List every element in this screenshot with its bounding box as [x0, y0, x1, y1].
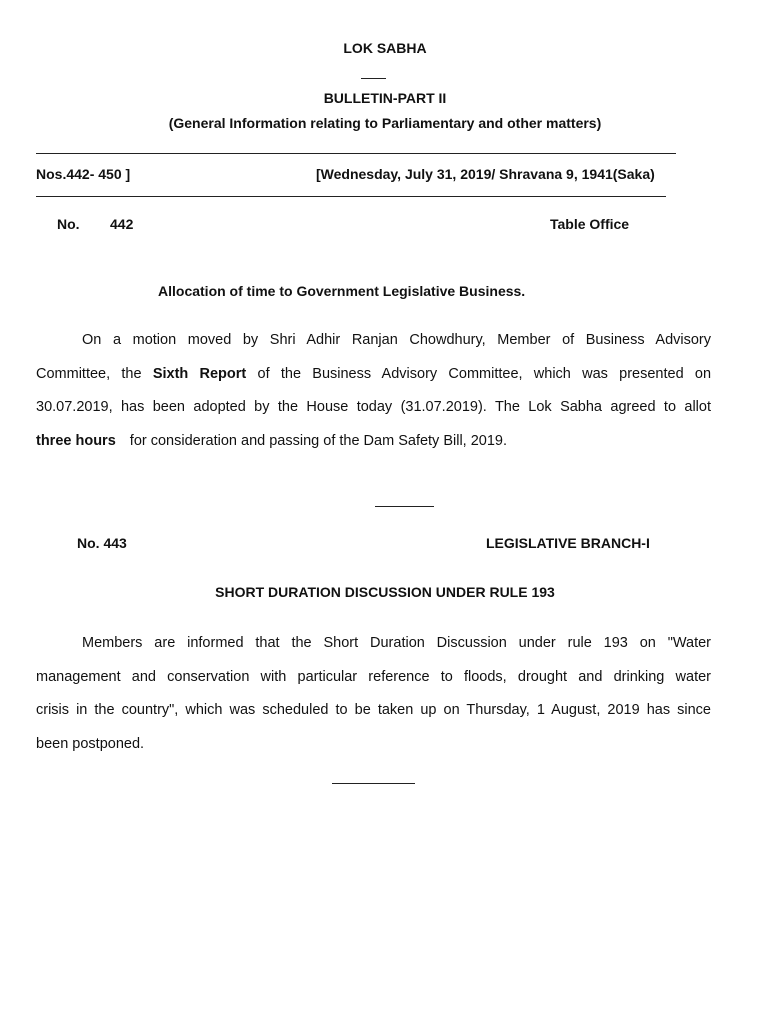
item-442-line-2	[36, 358, 711, 392]
house-title: LOK SABHA	[343, 40, 427, 56]
item-442-no-value: 442	[110, 216, 134, 232]
item-442-line-3: 30.07.2019, has been adopted by the House today (31.07.2019). The Lok Sabha agreed to allot	[36, 399, 711, 415]
end-separator	[332, 783, 415, 784]
three-hours-text: three hours	[36, 432, 116, 449]
bulletin-numbers: Nos.442- 450 ]	[36, 166, 131, 182]
item-442-line-2-pre: Committee, the	[36, 365, 142, 382]
item-443-line-2: management and conservation with particular reference to floods, drought and drinking water	[36, 668, 711, 685]
sixth-report-text: Sixth Report	[152, 365, 247, 382]
item-442-no-label: No.	[57, 216, 80, 232]
item-443-no: No. 443	[77, 535, 127, 551]
item-442-heading: Allocation of time to Government Legislative Business.	[158, 283, 526, 299]
item-442-line-4-post: for consideration and passing of the Dam Safety Bill, 2019.	[129, 432, 508, 449]
bottom-divider	[36, 196, 666, 197]
section-separator	[375, 506, 434, 507]
item-442-line-4	[36, 425, 711, 459]
top-divider	[36, 153, 676, 154]
item-442-line-1: On a motion moved by Shri Adhir Ranjan Chowdhury, Member of Business Advisory	[82, 332, 711, 348]
bulletin-date: [Wednesday, July 31, 2019/ Shravana 9, 1941(Saka)	[316, 166, 655, 182]
item-442-office: Table Office	[550, 216, 630, 232]
item-443-branch: LEGISLATIVE BRANCH-I	[486, 535, 650, 551]
item-442-paragraph	[36, 324, 711, 458]
item-443-paragraph	[36, 627, 711, 761]
item-442-line-2-post: of the Business Advisory Committee, which was presented on	[257, 365, 712, 382]
header-short-rule	[361, 78, 386, 79]
item-443-line-1: Members are informed that the Short Duration Discussion under rule 193 on "Water	[82, 635, 711, 651]
bulletin-subtitle: (General Information relating to Parliamentary and other matters)	[168, 115, 602, 131]
bulletin-title: BULLETIN-PART II	[323, 90, 447, 106]
item-443-heading: SHORT DURATION DISCUSSION UNDER RULE 193	[215, 584, 555, 600]
item-443-line-4: been postponed.	[36, 735, 145, 752]
item-443-line-3: crisis in the country", which was scheduled to be taken up on Thursday, 1 August, 2019 has since	[36, 702, 711, 718]
